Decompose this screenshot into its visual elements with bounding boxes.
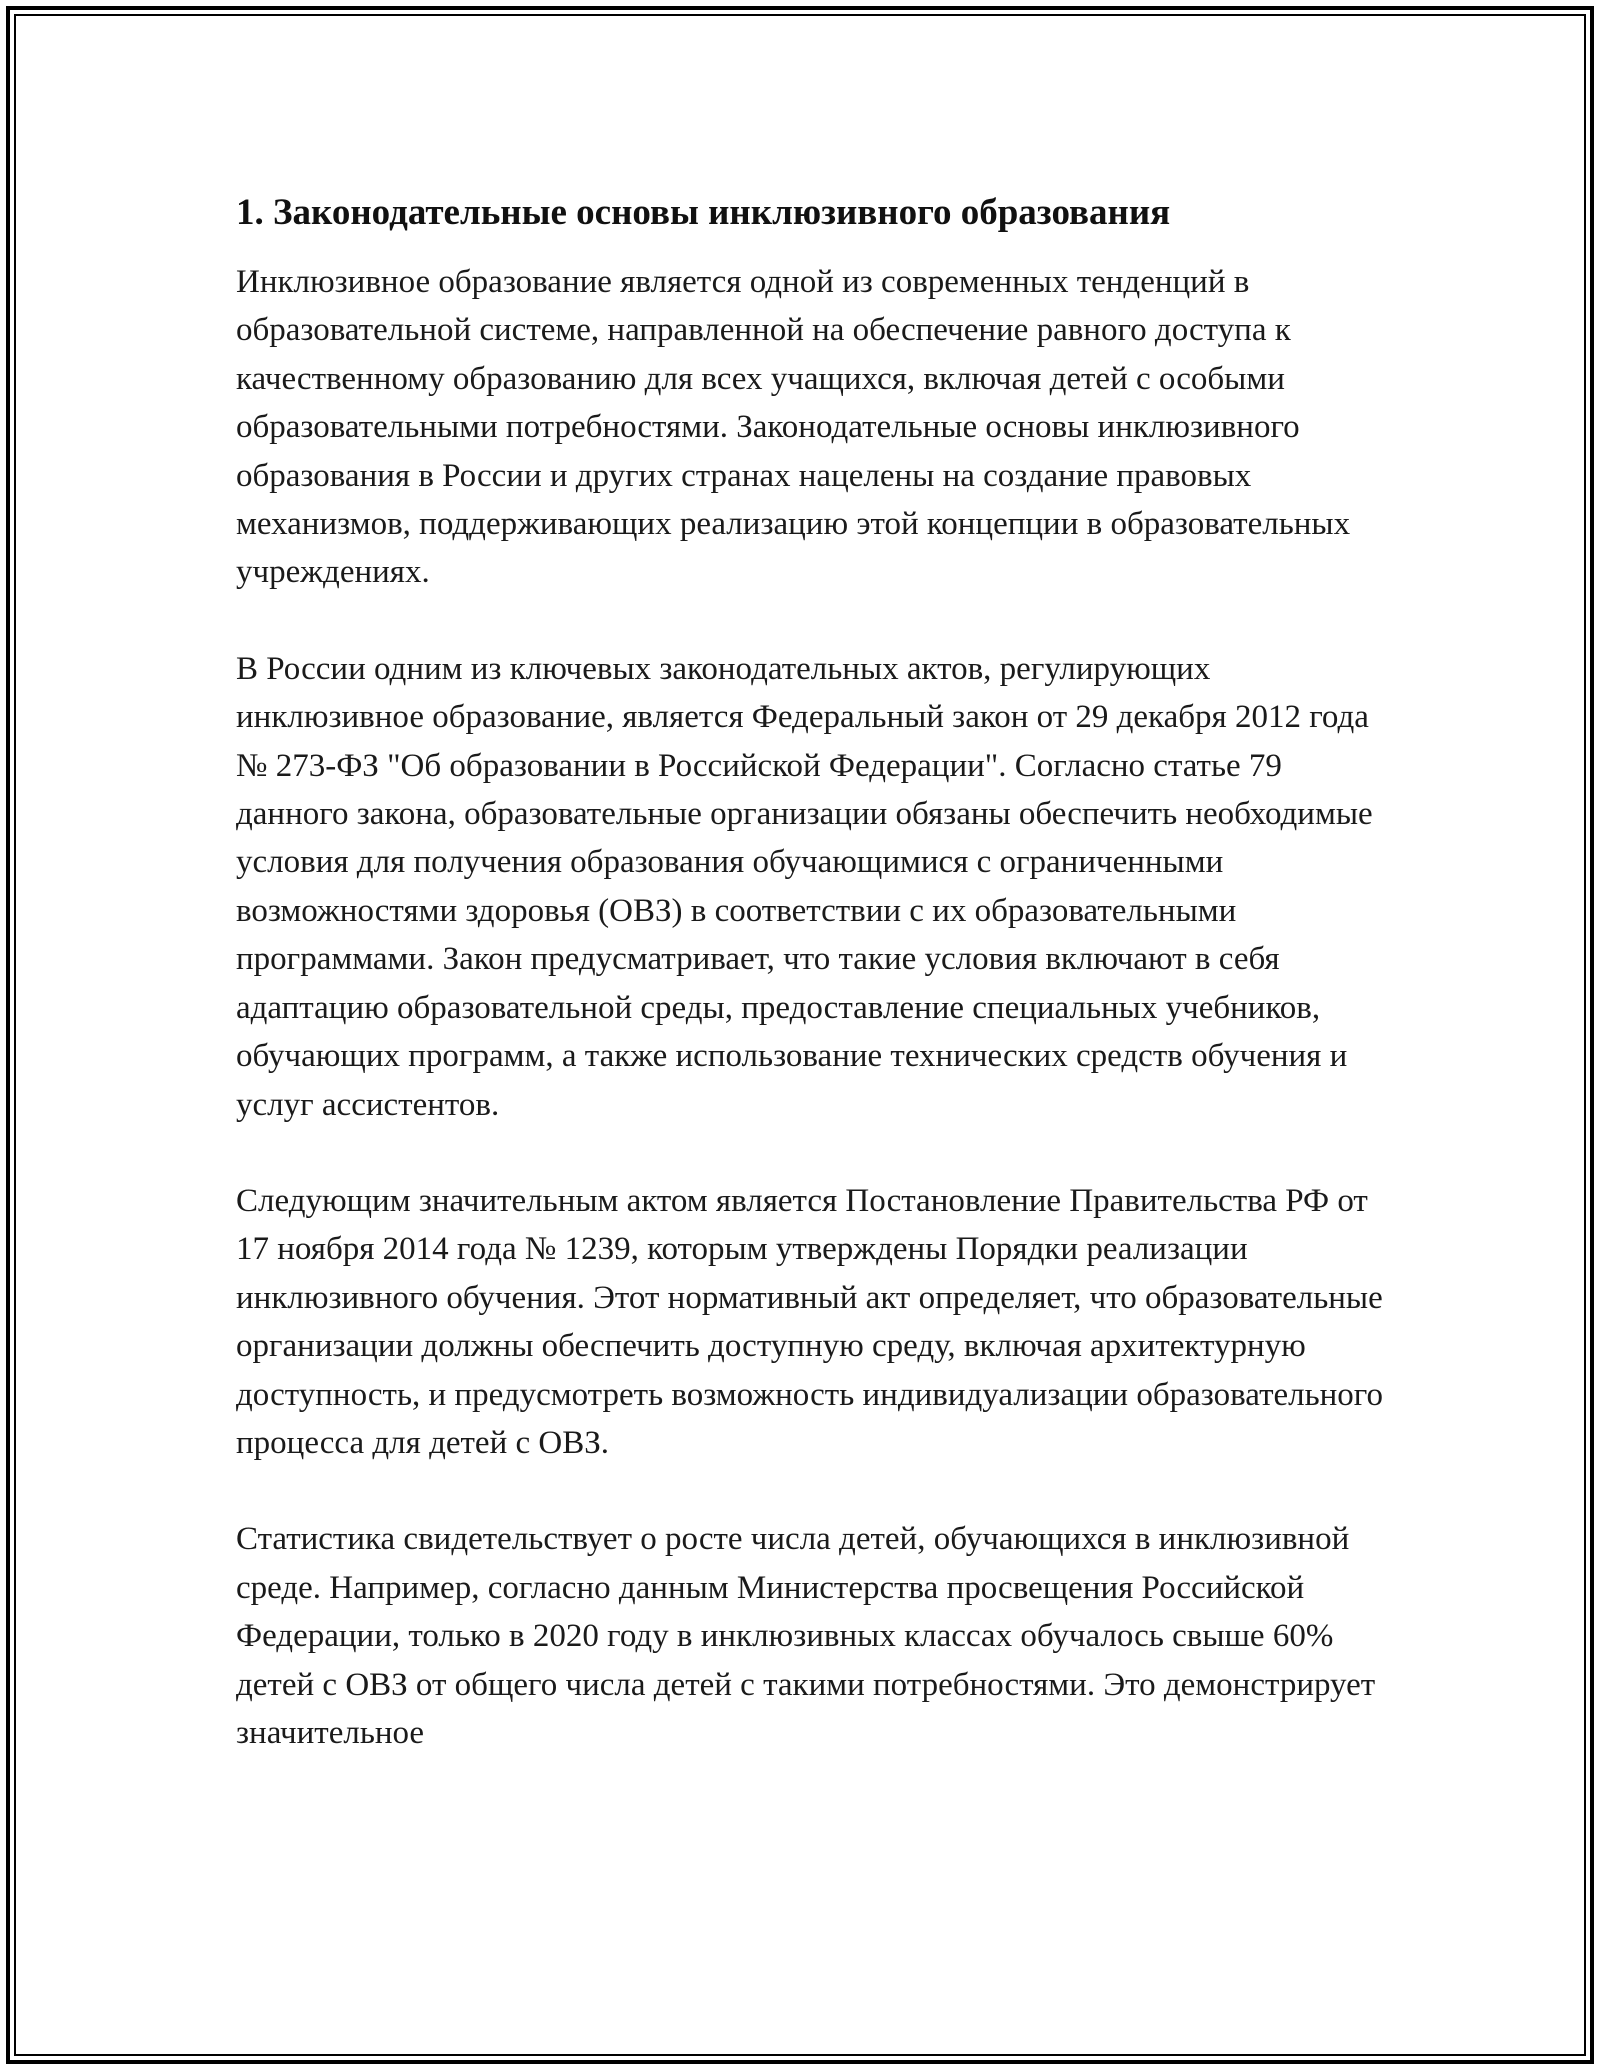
section-heading: 1. Законодательные основы инклюзивного образования — [236, 192, 1171, 233]
paragraph-statistics: Статистика свидетельствует о росте числа детей, обучающихся в инклюзивной среде. Например, согласно данным Министерства просвещения Российской Федерации, только в 2020 году в инклюзивных классах обучалось свыше 60% детей с ОВЗ от общего числа детей с такими потребностями. Это демонстрирует значительное — [236, 1521, 1376, 1751]
paragraph-federal-law: В России одним из ключевых законодательных актов, регулирующих инклюзивное образование, является Федеральный закон от 29 декабря 2012 года № 273-ФЗ "Об образовании в Российской Федерации". Согласно статье 79 данного закона, образовательные организации обязаны обеспечить необходимые условия для получения образования обучающимися с ограниченными возможностями здоровья (ОВЗ) в соответствии с их образовательными программами. Закон предусматривает, что такие условия включают в себя адаптацию образовательной среды, предоставление специальных учебников, обучающих программ, а также использование технических средств обучения и услуг ассистентов. — [236, 650, 1373, 1123]
paragraph-government-decree: Следующим значительным актом является Постановление Правительства РФ от 17 ноября 2014 года № 1239, которым утверждены Порядки реализации инклюзивного обучения. Этот нормативный акт определяет, что образовательные организации должны обеспечить доступную среду, включая архитектурную доступность, и предусмотреть возможность индивидуализации образовательного процесса для детей с ОВЗ. — [236, 1182, 1384, 1461]
paragraph-intro: Инклюзивное образование является одной из современных тенденций в образовательной системе, направленной на обеспечение равного доступа к качественному образованию для всех учащихся, включая детей с особыми образовательными потребностями. Законодательные основы инклюзивного образования в России и других странах нацелены на создание правовых механизмов, поддерживающих реализацию этой концепции в образовательных учреждениях. — [236, 264, 1351, 591]
document-body — [236, 190, 1396, 1805]
